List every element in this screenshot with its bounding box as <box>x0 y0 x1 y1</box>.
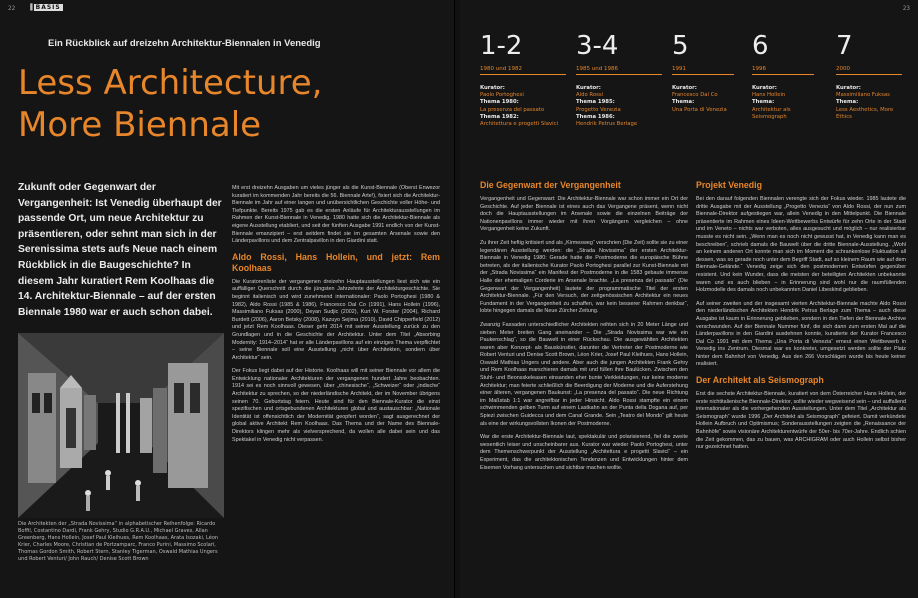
left-page <box>0 0 455 598</box>
timeline-label: Kurator: <box>836 85 861 91</box>
magazine-name: BASIS <box>35 4 61 11</box>
projekt-paragraph-1: Bei den darauf folgenden Biennalen verengte sich der Fokus wieder. 1985 lautete die dritte Ausgabe mit der Ausstellung „Progetto Venezia“ von Aldo Rossi, der nun zum Biennale-Direktor aufgestiegen war, allein Venedig in den Mittelpunkt. Die Biennale präsentierte im Rahmen eines Ideen-Wettbewerbs Entwürfe für zehn Orte in der Stadt und im Veneto – nichts war verboten, alles ausgesucht und möglich – nur realisierbar musste es nicht sein. „Wenn man es noch nicht gewusst hat, in Venedig kann man es beschreiben“, schrieb damals die Bauwelt über die dritte Biennale-Ausstellung. „Wohl an keinem anderen Ort konnte man sich im Moment die schrankenlose Fluktuation all dessen, was so gerade noch unter dem Begriff Stadt, auf so kleinem Raum wie auf dem Biennale-Gelände.“ Venedig zeige sich den postmodernen Entwürfen gegenüber resistent. Und kein Wunder, dass die meisten der beteiligten Architekten unbekannte waren und es auch blieben – in Erinnerung sind wohl nur die raumfüllenden Holzmodelle des damals noch unbekannten Daniel Libeskind geblieben. <box>696 196 906 294</box>
headline-line-2: More Biennale <box>18 105 262 145</box>
timeline-label: Thema 1985: <box>576 99 615 106</box>
article-kicker: Ein Rückblick auf dreizehn Architektur-Biennalen in Venedig <box>48 38 321 49</box>
lead-paragraph: Zukunft oder Gegenwart der Vergangenheit: Ist Venedig überhaupt der passende Ort, um neue Architektur zu präsentieren, oder sehnt man sich in der Serenissima stets aufs Neue nach einem Rückblick in die Baugeschichte? In diesem Jahr kuratiert Rem Koolhaas die 14. Architektur-Biennale – auf der ersten Biennale 1980 war er auch schon dabei. <box>18 182 222 318</box>
timeline-value: Less Aesthetics, More Ethics <box>836 106 894 120</box>
timeline-divider <box>576 74 662 75</box>
timeline-entry-1 <box>480 30 566 128</box>
timeline-number: 3-4 <box>576 31 619 61</box>
page-number-left: 22 <box>8 5 16 12</box>
projekt-paragraph-2: Auf seiner zweiten und der insgesamt vierten Architektur-Biennale machte Aldo Rossi den niederländischen Architekten Hendrik Petrus Berlage zum Thema – auch diese Ausgabe ist kaum in Erinnerung geblieben, sondern in den Tiefen der Biennale-Archive verschwunden. Auf der Biennale Nummer fünf, die sich dann zum ersten Mal auf die Länderpavillons in den Giardini ausdehnen konnte, kuratierte der Kurator Francesco Dal Co 1991 mit dem Thema „Una Porta di Venezia“ erneut einen Wettbewerb in Venedig ins Zentrum. Diesmal war es konkreter, umgesetzt werden sollte der Platz hinter dem Bahnhof von Venedig. Aus den 266 Vorschlägen wurde bis heute keiner realisiert. <box>696 300 906 368</box>
timeline-year: 1991 <box>672 66 686 72</box>
timeline-label: Thema: <box>752 99 775 106</box>
timeline-label: Kurator: <box>672 85 697 91</box>
timeline-info <box>752 85 814 121</box>
timeline-divider <box>480 74 566 75</box>
right-body-column-1 <box>480 180 688 478</box>
koolhaas-paragraph: Der Fokus liegt dabei auf der Historie. Koolhaas will mit seiner Biennale vor allem die Entwicklung nationaler Architekturen der vergangenen hundert Jahre beobachten. 1914 sei es noch sinnvoll gewesen, über „chinesische“, „Schweizer“ oder „indische“ Architektur zu sprechen, so der niederländische Architekt, der im November übrigens seinen 70. Geburtstag feiern. Heute sind für den Biennale-Kurator die einst spezifischen und ortsgebundenen Architekturen global und austauschbar: „Nationale Identität ist offensichtlich der Modernität geopfert worden“, sagt ausgerechnet der global aktive Architekt Rem Koolhaas. Das Thema und der Name des Biennale-Direktors klingen mehr als vielversprechend, da wollen alle dabei sein und das Spektakel in Venedig nicht verpassen. <box>232 368 440 443</box>
timeline-label: Kurator: <box>480 85 505 91</box>
section-heading-curators: Aldo Rossi, Hans Hollein, und jetzt: Rem Koolhaas <box>232 251 440 273</box>
gegenwart-paragraph-2: Zu ihrer Zeit heftig kritisiert und als „Kirmesweg“ verschrien (Die Zeit) sollte sie zu einer legendären Ausstellung werden: die „Strada Novissima“ der ersten Architektur-Biennale in Venedig 1980: Gerade hatte die Postmoderne die europäische Bühne betreten, als der italienische Kurator Paolo Portoghesi parallel zur Kunst-Biennale mit der „Strada Novissima“ ein Manifest der Postmoderne in die 1583 gebaute immense Halle der ehemaligen Corderie im Arsenale brachte. „La presenza del passato“ (Die Gegenwart der Vergangenheit) lautete der programmatische Titel der ersten Architektur-Biennale. „Für den Versuch, der zeitgenössischen Architektur ein neues Fundament in der Vergangenheit zu schaffen, war kein besserer Rahmen denkbar“, lobte hingegen damals die Neue Zürcher Zeitung. <box>480 239 688 315</box>
timeline-value: Architettura e progetti Slavici <box>480 121 558 128</box>
section-heading-projekt-venedig: Projekt Venedig <box>696 180 762 190</box>
timeline-year: 1980 und 1982 <box>480 66 522 72</box>
right-body-column-2 <box>696 180 906 458</box>
timeline-label: Thema 1980: <box>480 99 519 106</box>
timeline-value: Architektur als Seismograph <box>752 106 791 120</box>
gegenwart-paragraph-4: War die erste Architektur-Biennale laut, spektakulär und polarisierend, fiel die zweite wesentlich leiser und unscheinbarer aus. Kurator war wieder Paolo Portoghesi, unter dem Themenschwerpunkt der Ausstellung „Architettura e progetti Slavici“ – ein Experiment, das die architektonischen Tendenzen und Entwicklungen hinter dem Eisernen Vorhang untersuchen und sichtbar machen wollte. <box>480 434 688 471</box>
timeline-value: La presenza del passato <box>480 106 545 113</box>
right-page <box>460 0 918 598</box>
timeline-label: Kurator: <box>752 85 777 91</box>
timeline-label: Kurator: <box>576 85 601 91</box>
magazine-section-label: ▐ BASIS <box>28 4 61 11</box>
left-body-column <box>232 185 440 450</box>
seismograph-paragraph: Erst die sechste Architektur-Biennale, kuratiert von dem Österreicher Hans Hollein, der erste nichtitalienische Biennale-Direktor, sollte wieder wegweisend sein – und auffallend internationaler als die vorhergehenden Ausstellungen. Unter dem Titel „Architektur als Seismograph“ wurde 1996 „Der Architekt als Seismograph“ gefeiert. Damit verkündete Hollein Aufbruch und Optimismus; Sonderausstellungen zeigten die „Renaissance der Bahnhöfe“ sowie visionäre Architekturentwürfe der 50er- bis 70er-Jahre. Endlich schien die Zeit gekommen, das zu bauen, was ARCHIGRAM oder auch Hollein selbst bisher nur gezeichnet hatten. <box>696 391 906 451</box>
timeline-entry-3 <box>672 30 734 114</box>
timeline-value: Aldo Rossi <box>576 92 604 99</box>
section-heading-gegenwart: Die Gegenwart der Vergangenheit <box>480 180 621 190</box>
timeline-label: Thema: <box>672 99 695 106</box>
timeline-label: Thema 1982: <box>480 113 519 120</box>
timeline-label: Thema 1986: <box>576 113 615 120</box>
intro-paragraph: Mit erst dreizehn Ausgaben um vieles jünger als die Kunst-Biennale (Oberst Enwezor kuratiert im kommenden Jahr bereits die 56. Biennale Arte!), fixiert sich die Architektur-Biennale im Jahr auf einer langen und unübersichtlichen Geschichte voller Höhe- und Tiefpunkte. Bereits 1975 gab es die ersten Anläufe für Architekturausstellungen im Rahmen der Kunst-Biennale in Venedig. 1980 hatte sich die Architektur-Biennale als eigene Ausstellung etabliert, und seit der fünften Ausgabe 1991 endlich von der Kunst-Biennale emanzipiert – erst seitdem findet sie im gesamten Arsenale sowie den Länderpavillons und dem Zentralpavillon in den Giardini statt. <box>232 185 440 245</box>
timeline-year: 1996 <box>752 66 766 72</box>
timeline-value: Hendrik Petrus Berlage <box>576 121 638 128</box>
timeline-info <box>672 85 734 114</box>
timeline-value: Massimiliano Fuksas <box>836 92 890 99</box>
timeline-year: 2000 <box>836 66 850 72</box>
photo-illustration <box>18 333 224 518</box>
gegenwart-paragraph-3: Zwanzig Fassaden unterschiedlicher Architekten reihten sich in 20 Meter Länge und sieben Meter breiten Gang aneinander – Die „Strada Novissima war wie ein Paukenschlag“, so die Bauwelt in einer Rückschau. Die ausgewählten Architekten waren aber Konzept- als Bauskünstler, darunter die Vertreter der Postmoderne wie Robert Venturi und Denise Scott Brown, Léon Krier, Josef Paul Kleihues, Hans Hollein, Oswald Mathias Ungers und andere. Aber auch die jungen Architekten Frank Gehry und Rem Koolhaas marschieren damals mit und füllen ihre Baulücken. Zwischen den Stuhl- und Beonsskeleasen einsanden eher bunte Verkleidungen, nur keine moderne Architektur; man feierte schließlich die Beerdigung der Moderne und die Auferstehung einer älteren, vergangenen Baukunst: „La presenza del passato“. Die neue Richtung im Maßstab 1:1 war angreifbar in jeder Hinsicht. Aldo Rossi stampfte ein einem schwimmenden gelben Turm auf einem Lastkahn an der Punta della Dogana auf, per Spiezi zwischen Guidecca und dem Canal Grande. Sein „Teatro del Mondo“ gilt heute als eine der wirkungsvollsten Ikonen der Postmoderne. <box>480 321 688 427</box>
photo-caption: Die Architekten der „Strada Novissima“ in alphabetischer Reihenfolge: Ricardo Boffil, Costantino Dardi, Frank Gehry, Studio G.R.A.U., Michael Graves, Allan Greenberg, Hans Hollein, Josef Paul Kleihues, Rem Koolhaas, Arata Isozaki, Léon Krier, Charles Moore, Christian de Portzamparc, Franco Purini, Massimo Scolari, Thomas Gordon Smith, Robert Stern, Stanley Tigerman, Oswald Mathias Ungers und Robert Venturi/ John Rauch/ Denise Scott Brown <box>18 521 219 562</box>
timeline-value: Progetto Venezia <box>576 106 621 113</box>
timeline-number: 1-2 <box>480 31 523 61</box>
timeline-number: 7 <box>836 31 853 61</box>
timeline-divider <box>672 74 734 75</box>
timeline-entry-2 <box>576 30 662 128</box>
timeline-entry-4 <box>752 30 814 121</box>
strada-novissima-photo <box>18 333 224 518</box>
timeline-value: Hans Hollein <box>752 92 786 99</box>
timeline-entry-5 <box>836 30 902 121</box>
article-headline <box>18 62 322 146</box>
page-number-right: 23 <box>902 5 910 12</box>
timeline-value: Una Porta di Venezia <box>672 106 727 113</box>
timeline-info <box>576 85 662 128</box>
timeline-label: Thema: <box>836 99 859 106</box>
timeline-info <box>480 85 566 128</box>
section-heading-seismograph: Der Architekt als Seismograph <box>696 375 824 386</box>
timeline-value: Paolo Portoghesi <box>480 92 524 99</box>
headline-line-1: Less Architecture, <box>18 63 323 103</box>
timeline-year: 1985 und 1986 <box>576 66 618 72</box>
timeline-value: Francesco Dal Co <box>672 92 718 99</box>
timeline-info <box>836 85 902 121</box>
curators-paragraph: Die Kuratorenliste der vergangenen dreizehn Hauptausstellungen liest sich wie ein auffälliger Querschnitt durch die jüngsten Jahrzehnte der Architekturgeschichte. Sie beginnt italienisch und wird zunehmend internationaler: Paolo Portoghesi (1980 & 1982), Aldo Rossi (1985 & 1986), Francesco Dal Co (1991), Hans Hollein (1996), Massimiliano Fuksas (2000), Deyan Sudjic (2002), Kurt W. Forster (2004), Richard Burdett (2006), Aaron Betsky (2008), Kazuyo Sejima (2010), David Chipperfield (2012) und jetzt Rem Koolhaas. Dieser geht 2014 mit seiner Ausstellung zurück zu den Grundlagen und in die Geschichte der Architektur. Unter dem Titel „Absorbing Modernity: 1914–2014“ hat er alle Länderpavillons auf ein einziges Thema verpflichtet – seine Biennale soll eine Ausstellung „nicht über Architekten, sondern über Architektur“ sein. <box>232 278 440 361</box>
gegenwart-paragraph-1: Vergangenheit und Gegenwart: Die Architektur-Biennale war schon immer ein Ort der Geschichte. Auf jeder Biennale ist eines auch das Vergangene präsent, wenn nicht doch die Hauptausstellungen im Arsenale sowie die einzelnen Beiträge der Nationenpavillons immer wieder mit ihren Vorgängern vergleichen – ohne Vergangenheit keine Zukunft. <box>480 196 688 233</box>
timeline-number: 6 <box>752 31 769 61</box>
timeline-number: 5 <box>672 31 689 61</box>
timeline-divider <box>752 74 814 75</box>
timeline-divider <box>836 74 902 75</box>
